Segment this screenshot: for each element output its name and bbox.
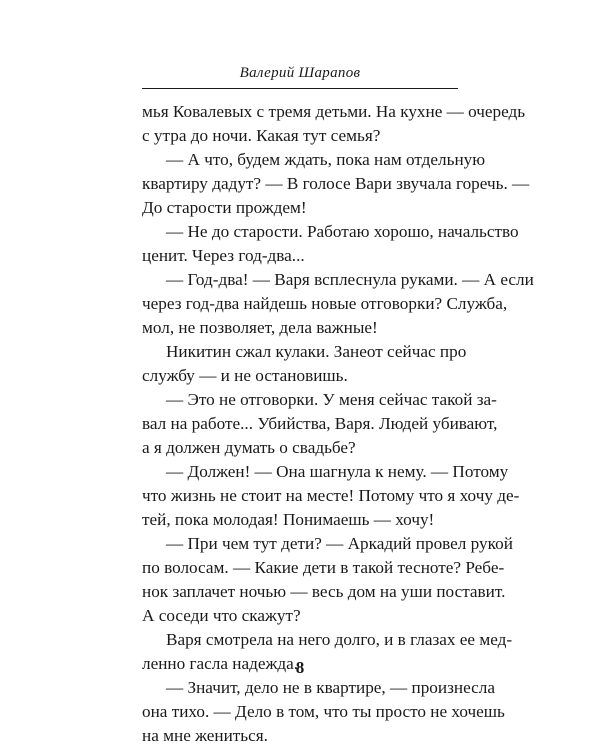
text-line: — При чем тут дети? — Аркадий провел рукой bbox=[166, 534, 513, 553]
text-line: До старости прождем! bbox=[142, 198, 307, 217]
text-line: Варя смотрела на него долго, и в глазах ее мед- bbox=[166, 630, 513, 649]
text-line: — Год-два! — Варя всплеснула руками. — А если bbox=[166, 270, 534, 289]
text-line: через год-два найдешь новые отговорки? Служба, bbox=[142, 294, 508, 313]
header-rule bbox=[142, 88, 458, 89]
text-line: с утра до ночи. Какая тут семья? bbox=[142, 126, 381, 145]
text-line: по волосам. — Какие дети в такой тесноте? Ребе- bbox=[142, 558, 505, 577]
running-head: Валерий Шарапов bbox=[239, 65, 361, 81]
text-line: мол, не позволяет, дела важные! bbox=[142, 318, 378, 337]
text-line: — Это не отговорки. У меня сейчас такой за- bbox=[166, 390, 497, 409]
body-text bbox=[142, 100, 534, 748]
text-line: тей, пока молодая! Понимаешь — хочу! bbox=[142, 510, 435, 529]
text-line: что жизнь не стоит на месте! Потому что я хочу де- bbox=[142, 486, 520, 505]
text-line: — Не до старости. Работаю хорошо, начальство bbox=[166, 222, 519, 241]
text-line: ленно гасла надежда. bbox=[142, 654, 299, 673]
text-line: — Значит, дело не в квартире, — произнесла bbox=[166, 678, 495, 697]
text-line: Никитин сжал кулаки. Занеот сейчас про bbox=[166, 342, 467, 361]
text-line: ценит. Через год-два... bbox=[142, 246, 305, 265]
text-line: службу — и не остановишь. bbox=[142, 366, 348, 385]
text-line: мья Ковалевых с тремя детьми. На кухне — очередь bbox=[142, 102, 526, 121]
text-line: вал на работе... Убийства, Варя. Людей убивают, bbox=[142, 414, 498, 433]
text-line: нок заплачет ночью — весь дом на уши поставит. bbox=[142, 582, 506, 601]
text-line: — А что, будем ждать, пока нам отдельную bbox=[166, 150, 486, 169]
text-line: на мне жениться. bbox=[142, 726, 268, 745]
text-line: квартиру дадут? — В голосе Вари звучала горечь. — bbox=[142, 174, 530, 193]
text-line: она тихо. — Дело в том, что ты просто не хочешь bbox=[142, 702, 505, 721]
page-number: 8 bbox=[295, 658, 305, 677]
text-line: А соседи что скажут? bbox=[142, 606, 301, 625]
text-line: — Должен! — Она шагнула к нему. — Потому bbox=[166, 462, 509, 481]
text-line: а я должен думать о свадьбе? bbox=[142, 438, 356, 457]
